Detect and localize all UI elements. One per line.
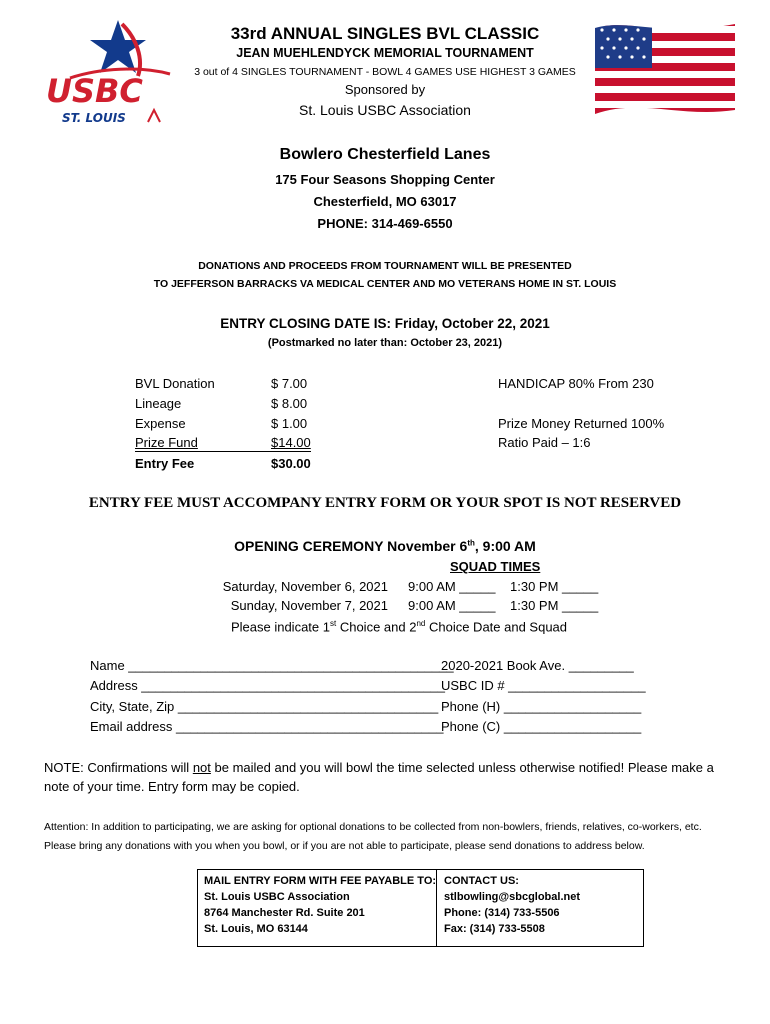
tournament-format: 3 out of 4 SINGLES TOURNAMENT - BOWL 4 GAMES USE HIGHEST 3 GAMES xyxy=(194,66,576,78)
email-field[interactable]: Email address _____________________________________ xyxy=(90,719,444,734)
sponsored-by-label: Sponsored by xyxy=(344,82,426,97)
instr-part: Choice and 2 xyxy=(336,619,417,635)
squad-times-title: SQUAD TIMES xyxy=(450,559,541,574)
usbc-id-field[interactable]: USBC ID # ___________________ xyxy=(441,678,646,693)
venue-address-2: Chesterfield, MO 63017 xyxy=(313,194,457,209)
venue-name: Bowlero Chesterfield Lanes xyxy=(279,146,491,163)
mail-line: St. Louis USBC Association xyxy=(204,891,350,903)
fee-total-label: Entry Fee xyxy=(135,456,195,471)
venue-phone: PHONE: 314-469-6550 xyxy=(317,216,453,231)
donations-line-2: TO JEFFERSON BARRACKS VA MEDICAL CENTER AND MO VETERANS HOME IN ST. LOUIS xyxy=(153,278,617,290)
sponsor-name: St. Louis USBC Association xyxy=(299,102,471,118)
prize-money-info: Prize Money Returned 100% xyxy=(498,416,665,431)
instr-sup: st xyxy=(329,619,337,628)
fee-total-value: $30.00 xyxy=(271,456,311,471)
donations-line-1: DONATIONS AND PROCEEDS FROM TOURNAMENT WILL BE PRESENTED xyxy=(198,260,572,272)
phone-home-field[interactable]: Phone (H) ___________________ xyxy=(441,699,642,714)
fee-label: Expense xyxy=(135,416,186,431)
fee-value: $ 1.00 xyxy=(271,416,308,431)
fee-label: Prize Fund xyxy=(135,435,198,450)
note-emphasis: not xyxy=(192,760,211,775)
entry-fee-warning: ENTRY FEE MUST ACCOMPANY ENTRY FORM OR YOUR SPOT IS NOT RESERVED xyxy=(88,495,682,511)
contact-email[interactable]: stlbowling@sbcglobal.net xyxy=(444,891,581,903)
instr-sup: nd xyxy=(416,619,426,628)
book-ave-field[interactable]: 2020-2021 Book Ave. _________ xyxy=(441,658,634,673)
fee-value: $ 8.00 xyxy=(271,396,308,411)
fee-value: $14.00 xyxy=(271,435,311,450)
contact-fax: Fax: (314) 733-5508 xyxy=(444,923,545,935)
squad-date: Saturday, November 6, 2021 xyxy=(222,579,388,594)
fee-label: Lineage xyxy=(135,396,182,411)
squad-am-slot[interactable]: 9:00 AM _____ xyxy=(408,579,496,594)
st-louis-logo-text: ST. LOUIS xyxy=(62,111,126,125)
name-field[interactable]: Name _____________________________________________ xyxy=(90,658,454,673)
squad-pm-slot[interactable]: 1:30 PM _____ xyxy=(510,579,599,594)
opening-sup: th xyxy=(467,538,475,548)
note-part: be mailed and you will bowl the time selected unless otherwise notified! Please make a note of your time. Entry form may be copied. xyxy=(44,760,714,794)
memorial-subtitle: JEAN MUEHLENDYCK MEMORIAL TOURNAMENT xyxy=(236,46,534,60)
fee-value: $ 7.00 xyxy=(271,376,308,391)
squad-date: Sunday, November 7, 2021 xyxy=(230,598,388,613)
fee-underline xyxy=(135,451,311,452)
confirmation-note xyxy=(44,758,734,796)
mail-line: 8764 Manchester Rd. Suite 201 xyxy=(204,907,365,919)
opening-ceremony xyxy=(0,538,770,554)
contact-phone: Phone: (314) 733-5506 xyxy=(444,907,560,919)
note-part: NOTE: Confirmations will xyxy=(44,760,193,775)
squad-pm-slot[interactable]: 1:30 PM _____ xyxy=(510,598,599,613)
box-divider xyxy=(436,869,437,947)
instr-part: Please indicate 1 xyxy=(230,619,330,635)
usbc-logo-text: USBC xyxy=(46,72,143,110)
handicap-info: HANDICAP 80% From 230 xyxy=(498,376,654,391)
mail-entry-section xyxy=(204,873,436,937)
instr-part: Choice Date and Squad xyxy=(425,619,568,635)
city-state-zip-field[interactable]: City, State, Zip ____________________________________ xyxy=(90,699,439,714)
fee-label: BVL Donation xyxy=(135,376,215,391)
contact-title: CONTACT US: xyxy=(444,875,519,887)
ratio-info: Ratio Paid – 1:6 xyxy=(498,435,591,450)
attention-note: Attention: In addition to participating, we are asking for optional donations to be collected from non-bowlers, friends, relatives, co-workers, etc. Please bring any donations with you when you bowl, or if you are not able to participate, please send donations to address below. xyxy=(44,821,702,852)
squad-instructions xyxy=(0,619,770,634)
mail-line: St. Louis, MO 63144 xyxy=(204,923,308,935)
phone-cell-field[interactable]: Phone (C) ___________________ xyxy=(441,719,642,734)
squad-am-slot[interactable]: 9:00 AM _____ xyxy=(408,598,496,613)
opening-text: OPENING CEREMONY November 6 xyxy=(234,538,468,554)
entry-closing-date: ENTRY CLOSING DATE IS: Friday, October 22, 2021 xyxy=(220,316,550,331)
contact-section xyxy=(444,873,580,937)
address-field[interactable]: Address __________________________________________ xyxy=(90,678,445,693)
postmark-deadline: (Postmarked no later than: October 23, 2021) xyxy=(267,337,503,349)
opening-time: , 9:00 AM xyxy=(474,538,536,554)
venue-address-1: 175 Four Seasons Shopping Center xyxy=(275,172,495,187)
mail-title: MAIL ENTRY FORM WITH FEE PAYABLE TO: xyxy=(204,875,437,887)
tournament-title: 33rd ANNUAL SINGLES BVL CLASSIC xyxy=(230,24,540,43)
